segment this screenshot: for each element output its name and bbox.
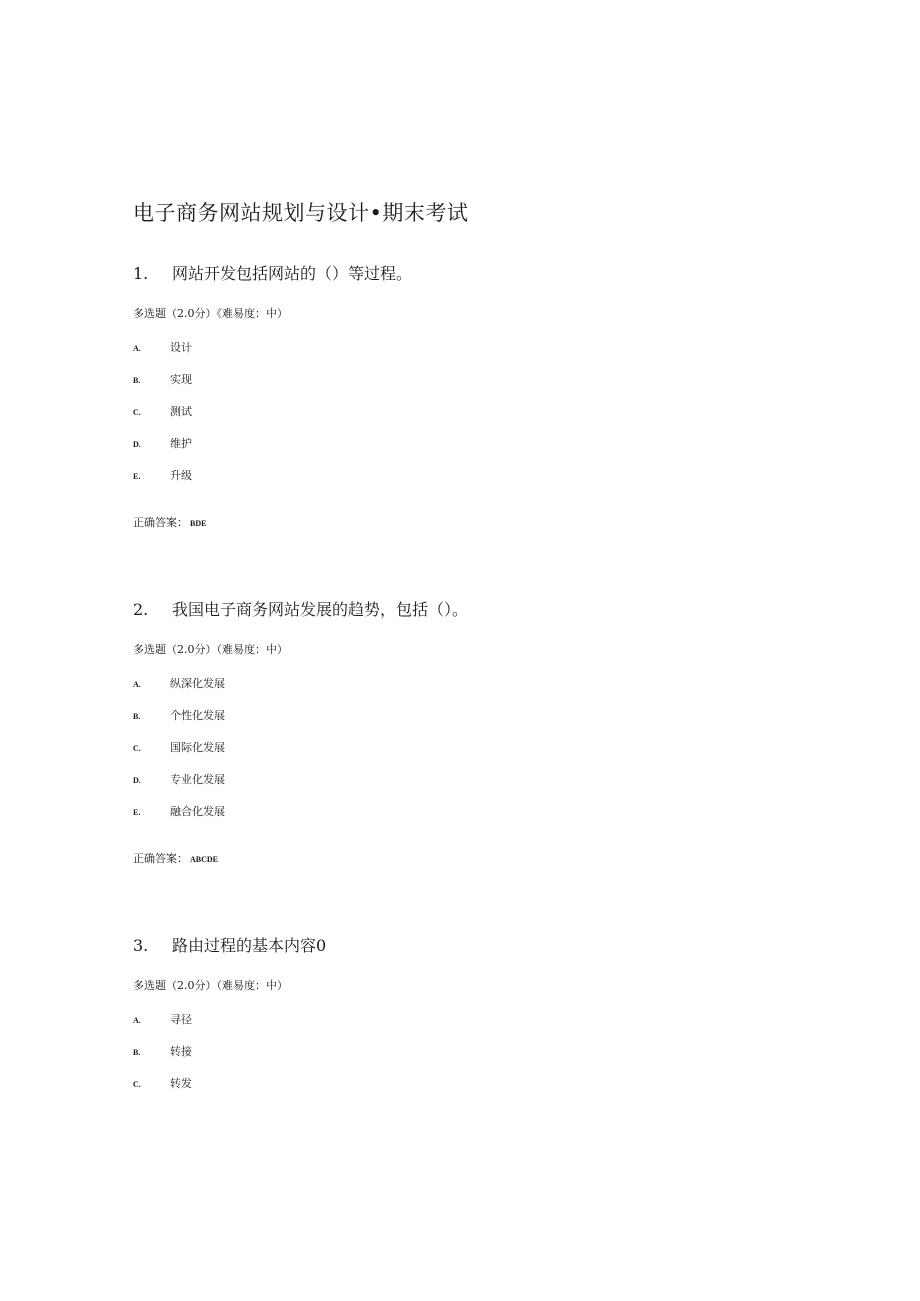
page-title: 电子商务网站规划与设计•期末考试 <box>133 201 469 225</box>
option-letter: E. <box>133 472 141 481</box>
option-text: 设计 <box>170 341 192 354</box>
question-1 <box>133 262 833 529</box>
option-letter: A. <box>133 680 141 689</box>
option-text: 寻径 <box>170 1013 192 1026</box>
option-text: 融合化发展 <box>170 805 225 818</box>
question-2 <box>133 598 833 865</box>
option-letter: D. <box>133 776 141 785</box>
question-header <box>133 934 833 958</box>
option-text: 测试 <box>170 405 192 418</box>
answer-label: 正确答案： <box>133 852 188 865</box>
question-header <box>133 262 833 286</box>
question-meta: 多选题（2.0分）《难易度：中） <box>133 307 288 320</box>
option-letter: B. <box>133 1048 141 1057</box>
question-header <box>133 598 833 622</box>
question-text: 网站开发包括网站的（）等过程。 <box>172 264 413 283</box>
question-3 <box>133 934 833 1090</box>
option-letter: B. <box>133 376 141 385</box>
question-meta: 多选题（2.0分）（难易度：中） <box>133 979 288 992</box>
option-text: 专业化发展 <box>170 773 225 786</box>
correct-answer <box>133 515 206 532</box>
question-number: 2. <box>133 600 149 619</box>
option-letter: D. <box>133 440 141 449</box>
option-letter: A. <box>133 1016 141 1025</box>
option-text: 转接 <box>170 1045 192 1058</box>
correct-answer <box>133 851 218 868</box>
option-text: 转发 <box>170 1077 192 1090</box>
answer-label: 正确答案： <box>133 516 188 529</box>
option-letter: C. <box>133 744 141 753</box>
option-text: 实现 <box>170 373 192 386</box>
question-text: 路由过程的基本内容0 <box>172 936 327 955</box>
option-text: 个性化发展 <box>170 709 225 722</box>
option-text: 升级 <box>170 469 192 482</box>
answer-value: ABCDE <box>190 855 219 864</box>
option-text: 国际化发展 <box>170 741 225 754</box>
option-letter: A. <box>133 344 141 353</box>
option-text: 纵深化发展 <box>170 677 225 690</box>
question-number: 3. <box>133 936 149 955</box>
question-meta: 多选题（2.0分）（难易度：中） <box>133 643 288 656</box>
option-letter: C. <box>133 1080 141 1089</box>
answer-value: BDE <box>190 519 207 528</box>
question-text: 我国电子商务网站发展的趋势，包括（）。 <box>172 600 469 619</box>
option-letter: C. <box>133 408 141 417</box>
option-text: 维护 <box>170 437 192 450</box>
option-letter: B. <box>133 712 141 721</box>
question-number: 1. <box>133 264 149 283</box>
option-letter: E. <box>133 808 141 817</box>
